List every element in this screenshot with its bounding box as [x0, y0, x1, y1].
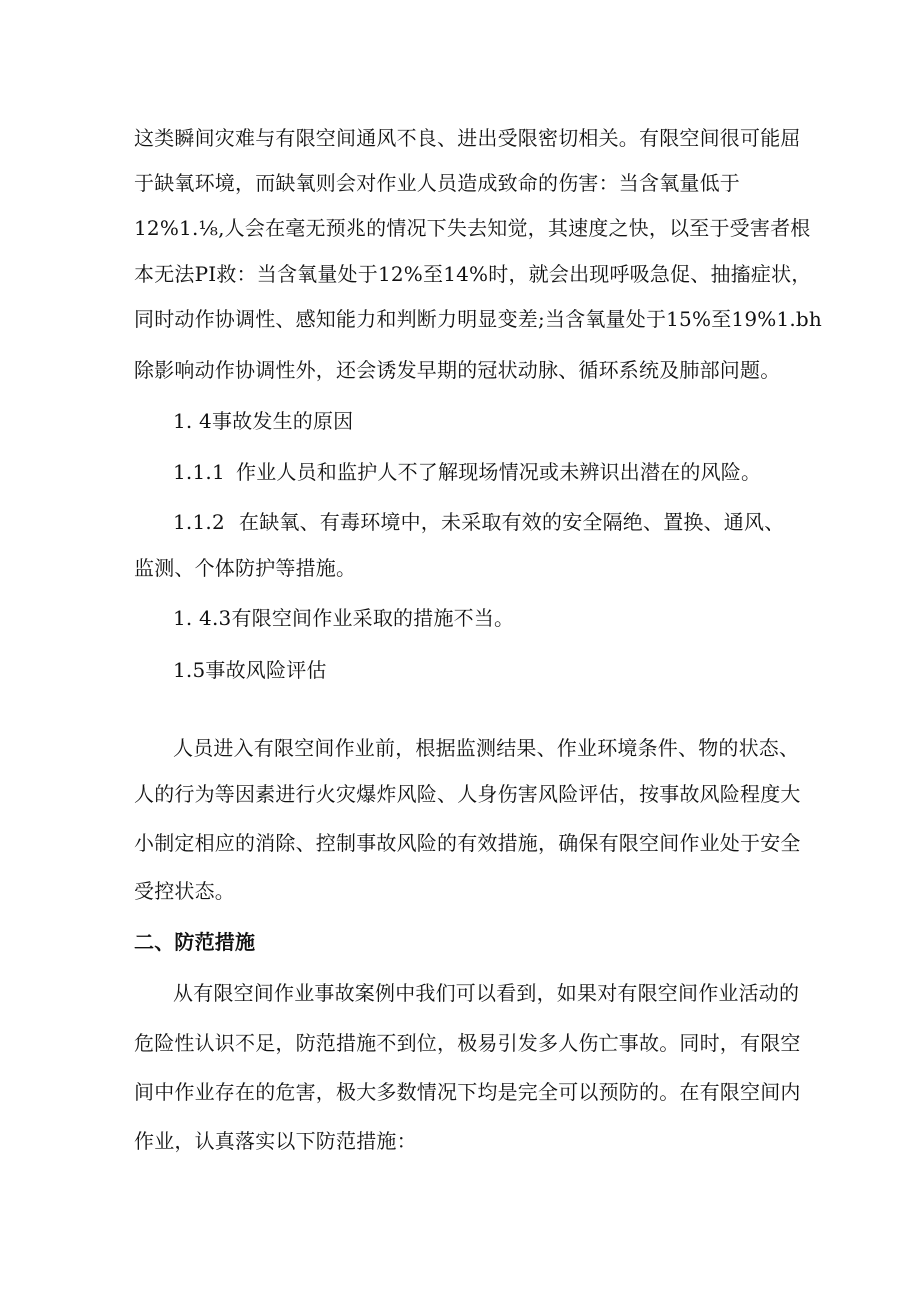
item-1-1-1-number: 1.1.1 — [173, 460, 225, 484]
section-1-5-line-4: 受控状态。 — [134, 879, 235, 903]
paragraph-1-line-5: 同时动作协调性、感知能力和判断力明显变差;当含氧量处于15%至19%1.bh — [134, 307, 823, 331]
item-1-1-2-line-2: 监测、个体防护等措施。 — [134, 556, 357, 580]
section-1-5-line-3: 小制定相应的消除、控制事故风险的有效措施，确保有限空间作业处于安全 — [134, 831, 801, 855]
section-2-line-2: 危险性认识不足，防范措施不到位，极易引发多人伤亡事故。同时，有限空 — [134, 1031, 801, 1055]
paragraph-1-line-1: 这类瞬间灾难与有限空间通风不良、进出受限密切相关。有限空间很可能屈 — [134, 126, 801, 150]
section-2-line-1: 从有限空间作业事故案例中我们可以看到，如果对有限空间作业活动的 — [173, 981, 800, 1005]
paragraph-1-line-3: 12%1.⅛,人会在毫无预兆的情况下失去知觉，其速度之快，以至于受害者根 — [134, 216, 811, 240]
paragraph-1-line-6: 除影响动作协调性外，还会诱发早期的冠状动脉、循环系统及肺部问题。 — [134, 358, 781, 382]
section-2-line-4: 作业，认真落实以下防范措施： — [134, 1129, 417, 1153]
paragraph-1-line-2: 于缺氧环境，而缺氧则会对作业人员造成致命的伤害：当含氧量低于 — [134, 171, 740, 195]
section-1-4-title: 1. 4事故发生的原因 — [173, 409, 354, 433]
section-1-5-title: 1.5事故风险评估 — [173, 658, 327, 682]
item-1-1-1-text: 作业人员和监护人不了解现场情况或未辨识出潜在的风险。 — [236, 460, 762, 484]
section-2-title: 二、防范措施 — [134, 930, 256, 954]
item-1-1-2-line-1: 在缺氧、有毒环境中，未采取有效的安全隔绝、置换、通风、 — [239, 510, 785, 534]
item-1-4-3: 1. 4.3有限空间作业采取的措施不当。 — [173, 606, 515, 630]
section-2-line-3: 间中作业存在的危害，极大多数情况下均是完全可以预防的。在有限空间内 — [134, 1080, 801, 1104]
paragraph-1-line-4: 本无法PI救：当含氧量处于12%至14%时，就会出现呼吸急促、抽搐症状， — [134, 262, 812, 286]
item-1-1-2-number: 1.1.2 — [173, 510, 225, 534]
section-1-5-line-1: 人员进入有限空间作业前，根据监测结果、作业环境条件、物的状态、 — [173, 736, 800, 760]
section-1-5-line-2: 人的行为等因素进行火灾爆炸风险、人身伤害风险评估，按事故风险程度大 — [134, 782, 801, 806]
